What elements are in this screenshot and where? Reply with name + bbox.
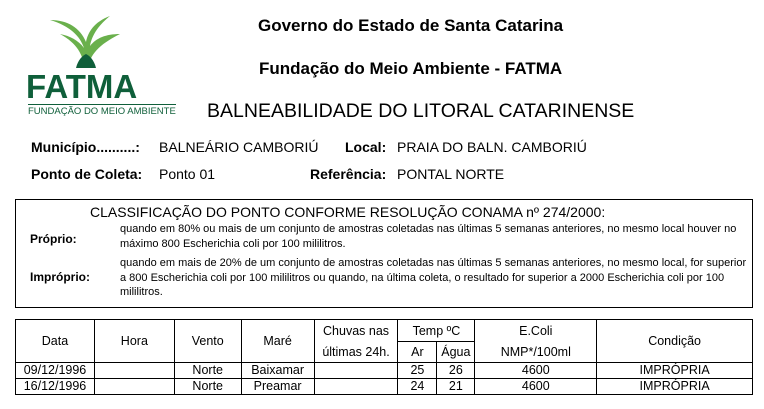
municipio-field: [31, 139, 140, 155]
cell-vento: Norte: [174, 379, 241, 395]
header-ecoli-line1: E.Coli: [475, 320, 597, 342]
balneability-table: [15, 319, 753, 395]
cell-data: 09/12/1996: [16, 363, 95, 379]
foundation-heading: Fundação do Meio Ambiente - FATMA: [259, 59, 563, 78]
header-condicao: Condição: [597, 320, 753, 363]
cell-condicao: IMPRÓPRIA: [597, 379, 753, 395]
cell-mare: Preamar: [241, 379, 314, 395]
cell-agua: 21: [437, 379, 475, 395]
cell-mare: Baixamar: [241, 363, 314, 379]
proprio-text: quando em 80% ou mais de um conjunto de amostras coletadas nas últimas 5 semanas anteriores, no mesmo local houver no máximo 800 Escherichia coli por 100 mililitros.: [120, 223, 737, 250]
government-heading: Governo do Estado de Santa Catarina: [258, 16, 564, 35]
header-temp: Temp ºC: [398, 320, 475, 342]
municipio-value: BALNEÁRIO CAMBORIÚ: [159, 139, 319, 155]
referencia-field: [310, 166, 386, 182]
header-hora: Hora: [94, 320, 174, 363]
header-ecoli-line2: NMP*/100ml: [475, 342, 597, 363]
referencia-value: PONTAL NORTE: [397, 166, 505, 182]
header-ar: Ar: [398, 342, 437, 363]
improprio-text: quando em mais de 20% de um conjunto de amostras coletadas nas últimas 5 semanas anteriores, no mesmo local, for superior a 800 Escherichia coli por 100 mililitros ou quando, na última coleta, o resultado for superior a 2000 Escherichia coli por 100 mililitros.: [120, 257, 747, 298]
cell-vento: Norte: [174, 363, 241, 379]
cell-chuvas: [314, 379, 398, 395]
classification-box: [15, 199, 753, 308]
local-field: [345, 139, 386, 155]
table-row: [16, 363, 753, 379]
header-chuvas-line2: últimas 24h.: [314, 342, 398, 363]
cell-hora: [94, 363, 174, 379]
classification-title: CLASSIFICAÇÃO DO PONTO CONFORME RESOLUÇÃO CONAMA nº 274/2000:: [90, 204, 606, 220]
referencia-label: Referência:: [310, 166, 387, 182]
cell-ar: 25: [398, 363, 437, 379]
ponto-label: Ponto de Coleta:: [31, 166, 143, 182]
logo-wordmark: FATMA: [26, 68, 138, 105]
cell-ecoli: 4600: [475, 379, 597, 395]
local-label: Local:: [345, 139, 387, 155]
header-mare: Maré: [241, 320, 314, 363]
ponto-field: [31, 166, 142, 182]
table-row: [16, 379, 753, 395]
improprio-label: Impróprio:: [30, 270, 90, 284]
header-chuvas-line1: Chuvas nas: [314, 320, 398, 342]
municipio-label: Município..........:: [31, 139, 140, 155]
header-data: Data: [16, 320, 95, 363]
page-title: BALNEABILIDADE DO LITORAL CATARINENSE: [207, 100, 635, 122]
header-agua: Água: [437, 342, 475, 363]
cell-ar: 24: [398, 379, 437, 395]
cell-hora: [94, 379, 174, 395]
logo-subtitle: FUNDAÇÃO DO MEIO AMBIENTE: [28, 106, 176, 117]
cell-ecoli: 4600: [475, 363, 597, 379]
cell-agua: 26: [437, 363, 475, 379]
fatma-logo: [24, 14, 176, 117]
header-vento: Vento: [174, 320, 241, 363]
ponto-value: Ponto 01: [159, 166, 216, 182]
cell-data: 16/12/1996: [16, 379, 95, 395]
cell-condicao: IMPRÓPRIA: [597, 363, 753, 379]
cell-chuvas: [314, 363, 398, 379]
local-value: PRAIA DO BALN. CAMBORIÚ: [397, 139, 587, 155]
proprio-label: Próprio:: [30, 232, 77, 246]
whale-tail-icon: [40, 14, 130, 70]
